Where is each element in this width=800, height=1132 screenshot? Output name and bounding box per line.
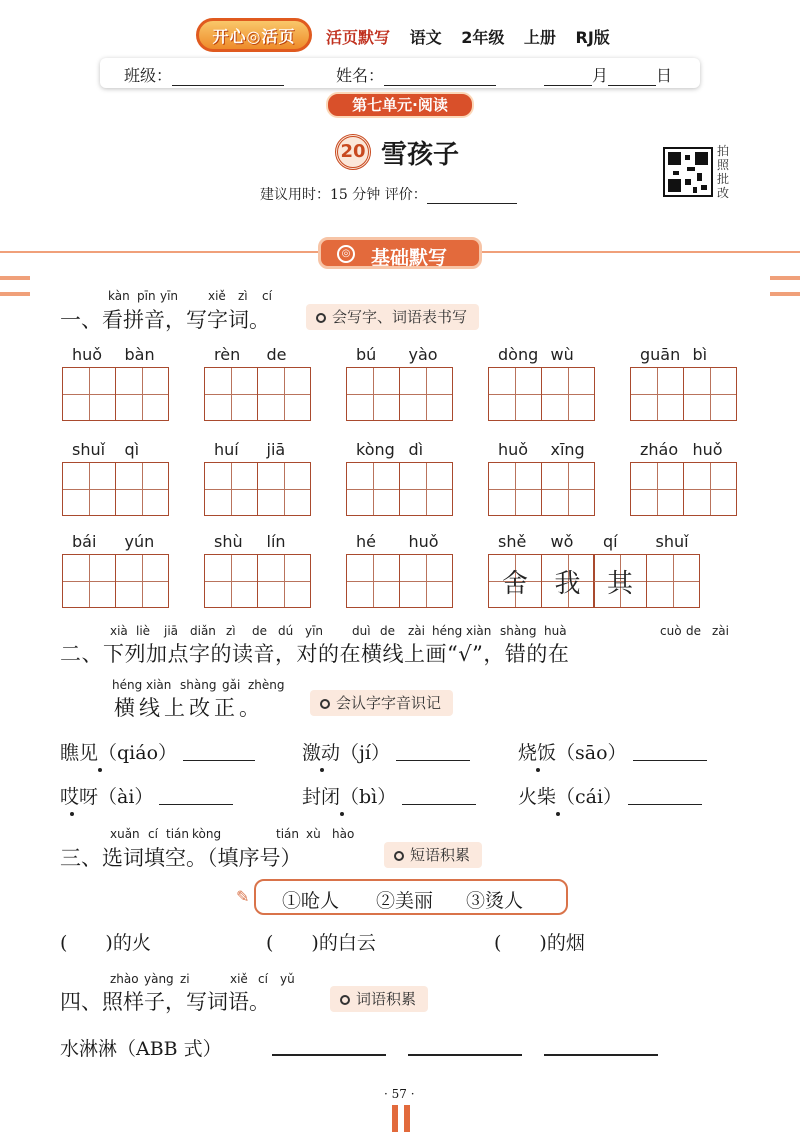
brand-logo (196, 18, 312, 52)
section-banner-label: 基础默写 (371, 247, 448, 269)
class-field[interactable] (124, 63, 284, 86)
answer-blank[interactable] (628, 785, 702, 805)
grid-pinyin: yún (124, 532, 155, 551)
left-edge-mark (0, 276, 30, 280)
writing-cell[interactable] (62, 554, 116, 608)
pinyin-syllable: héng (432, 624, 463, 638)
emphasis-dot (70, 812, 74, 816)
grid-pinyin: qì (124, 440, 140, 459)
q2-item-5[interactable] (302, 782, 476, 809)
pinyin-syllable: de (380, 624, 395, 638)
emphasis-dot (536, 768, 540, 772)
q2-heading-line-1: 二、下列加点字的读音，对的在横线上画“√”，错的在 (60, 642, 570, 666)
grid-pinyin: lín (266, 532, 286, 551)
subject: 语文 (409, 28, 442, 47)
writing-cell[interactable] (115, 462, 169, 516)
series-name: 活页默写 (326, 28, 391, 47)
q4-answer-blank-3[interactable] (544, 1054, 658, 1056)
page-number: · 57 · (384, 1087, 415, 1101)
grid-pinyin: wǒ (550, 532, 574, 551)
q1-pinyin-4: xiě (208, 289, 226, 303)
q1-pinyin-2: pīn (137, 289, 156, 303)
answer-blank[interactable] (159, 785, 233, 805)
grid-pinyin: dì (408, 440, 424, 459)
q2-item-text: 封闭（bì） (302, 786, 397, 808)
pinyin-syllable: liè (136, 624, 151, 638)
cell-character: 舍 (501, 569, 528, 599)
pinyin-syllable: cuò (660, 624, 682, 638)
q1-pinyin-3: yīn (160, 289, 179, 303)
pinyin-syllable: kòng (192, 827, 222, 841)
grid-pinyin: huǒ (498, 440, 529, 459)
q2-item-text: 瞧见（qiáo） (60, 742, 178, 764)
grid-pinyin: guān (640, 345, 681, 364)
grid-pinyin: wù (550, 345, 574, 364)
q2-skill-tag (310, 690, 453, 716)
writing-cell[interactable] (399, 462, 453, 516)
lesson-title: 雪孩子 (381, 140, 460, 170)
pinyin-syllable: zhèng (248, 678, 285, 692)
pinyin-syllable: yǔ (280, 972, 295, 986)
emphasis-dot (340, 812, 344, 816)
tianzige-group-6 (62, 462, 169, 516)
grid-pinyin: hé (356, 532, 376, 551)
q4-skill-tag-text: 词语积累 (356, 990, 417, 1008)
grid-pinyin: de (266, 345, 287, 364)
target-icon (340, 995, 350, 1005)
writing-cell[interactable] (346, 367, 400, 421)
name-label: 姓名： (336, 66, 385, 85)
pinyin-syllable: zì (226, 624, 236, 638)
writing-cell[interactable] (257, 367, 311, 421)
grade: 2年级 (461, 28, 505, 47)
q2-item-2[interactable] (302, 738, 470, 765)
pinyin-syllable: shàng (180, 678, 217, 692)
class-blank[interactable] (172, 68, 284, 86)
class-label: 班级： (124, 66, 173, 85)
q4-heading: 四、照样子，写词语。 (60, 990, 270, 1014)
grid-pinyin: yào (408, 345, 438, 364)
writing-cell[interactable] (399, 367, 453, 421)
pinyin-syllable: de (252, 624, 267, 638)
q2-skill-tag-text: 会认字字音识记 (336, 694, 442, 712)
right-edge-mark (770, 276, 800, 280)
q4-answer-blank-1[interactable] (272, 1054, 386, 1056)
pinyin-syllable: xuǎn (110, 827, 140, 841)
q2-item-1[interactable] (60, 738, 255, 765)
pinyin-syllable: xiàn (146, 678, 172, 692)
q2-item-3[interactable] (518, 738, 707, 765)
q3-heading: 三、选词填空。（填序号） (60, 846, 302, 870)
pinyin-syllable: dú (278, 624, 294, 638)
pinyin-syllable: yàng (144, 972, 174, 986)
tianzige-group-5 (630, 367, 737, 421)
q4-answer-blank-2[interactable] (408, 1054, 522, 1056)
pinyin-syllable: jiā (164, 624, 179, 638)
writing-cell[interactable] (630, 367, 684, 421)
q3-skill-tag-text: 短语积累 (410, 846, 471, 864)
q2-item-text: 烧饭（sāo） (518, 742, 627, 764)
emphasis-dot (98, 768, 102, 772)
grid-pinyin: shuǐ (655, 532, 689, 551)
writing-cell[interactable] (593, 554, 647, 608)
option-1: ①呛人 (282, 890, 340, 912)
q4-skill-tag (330, 986, 428, 1012)
option-3: ③烫人 (466, 890, 524, 912)
q1-pinyin-5: zì (238, 289, 248, 303)
writing-cell[interactable] (115, 554, 169, 608)
emphasis-dot (556, 812, 560, 816)
q3-blank-1[interactable]: ( )的火 (60, 932, 151, 954)
q1-heading: 一、看拼音，写字词。 (60, 308, 270, 332)
ear-icon: ◎ (337, 245, 355, 263)
answer-blank[interactable] (183, 741, 255, 761)
q1-skill-tag-text: 会写字、词语表书写 (332, 308, 468, 326)
cell-character: 我 (554, 569, 581, 599)
pinyin-syllable: de (686, 624, 701, 638)
pinyin-syllable: zài (408, 624, 425, 638)
writing-cell[interactable] (115, 367, 169, 421)
pinyin-syllable: xiě (230, 972, 248, 986)
time-text: 建议用时：15 分钟 评价： (260, 187, 427, 203)
student-info-bar (100, 58, 700, 88)
month-label: 月 (592, 66, 609, 85)
grid-pinyin: kòng (356, 440, 395, 459)
date-field[interactable] (544, 63, 672, 86)
q2-item-text: 火柴（cái） (518, 786, 623, 808)
grid-pinyin: bú (356, 345, 377, 364)
name-field[interactable] (336, 63, 496, 86)
pinyin-syllable: zi (180, 972, 190, 986)
grid-pinyin: huǒ (692, 440, 723, 459)
writing-cell[interactable] (646, 554, 700, 608)
writing-cell[interactable] (541, 367, 595, 421)
q3-blank-2[interactable]: ( )的白云 (266, 932, 376, 954)
writing-cell[interactable] (346, 462, 400, 516)
writing-cell[interactable] (257, 462, 311, 516)
pinyin-syllable: cí (258, 972, 268, 986)
tianzige-group-4 (488, 367, 595, 421)
pinyin-syllable: hào (332, 827, 355, 841)
tianzige-group-8 (346, 462, 453, 516)
q2-item-text: 激动（jí） (302, 742, 390, 764)
writing-cell[interactable] (62, 367, 116, 421)
grid-pinyin: dòng (498, 345, 539, 364)
q4-example: 水淋淋（ABB 式） (60, 1038, 222, 1060)
pinyin-syllable: gǎi (222, 678, 241, 692)
binding-mark (404, 1105, 410, 1132)
grid-pinyin: rèn (214, 345, 241, 364)
option-2: ②美丽 (376, 890, 434, 912)
writing-cell[interactable] (683, 367, 737, 421)
pinyin-syllable: yīn (305, 624, 324, 638)
suggested-time (260, 184, 517, 204)
writing-cell[interactable] (204, 367, 258, 421)
tianzige-group-10 (630, 462, 737, 516)
section-banner (318, 237, 482, 269)
grid-pinyin: huǒ (408, 532, 439, 551)
snail-icon: ✎ (236, 887, 250, 906)
day-label: 日 (656, 66, 673, 85)
target-icon (320, 699, 330, 709)
pinyin-syllable: shàng (500, 624, 537, 638)
pinyin-syllable: zhào (110, 972, 139, 986)
q2-item-4[interactable] (60, 782, 233, 809)
qr-code-icon[interactable] (663, 147, 713, 197)
header-bar (196, 18, 636, 54)
q1-pinyin-1: kàn (108, 289, 130, 303)
writing-cell[interactable] (62, 462, 116, 516)
pinyin-syllable: huà (544, 624, 567, 638)
answer-blank[interactable] (633, 741, 707, 761)
q2-item-text: 哎呀（ài） (60, 786, 154, 808)
lesson-number-badge: 20 (335, 134, 371, 170)
brand-logo-text: 开心◎活页 (212, 27, 296, 46)
left-edge-mark (0, 292, 30, 296)
pinyin-syllable: tián (276, 827, 299, 841)
name-blank[interactable] (384, 68, 496, 86)
q2-item-6[interactable] (518, 782, 702, 809)
day-blank[interactable] (608, 68, 656, 86)
q2-heading-line-2: 横线上改正。 (114, 696, 264, 720)
tianzige-group-1 (62, 367, 169, 421)
emphasis-dot (320, 768, 324, 772)
target-icon (394, 851, 404, 861)
q1-skill-tag (306, 304, 479, 330)
writing-cell[interactable] (204, 554, 258, 608)
q3-skill-tag (384, 842, 482, 868)
pinyin-syllable: diǎn (190, 624, 216, 638)
target-icon (316, 313, 326, 323)
grid-pinyin: bì (692, 345, 708, 364)
grid-pinyin: shuǐ (72, 440, 106, 459)
grid-pinyin: bái (72, 532, 97, 551)
pinyin-syllable: xù (306, 827, 321, 841)
writing-cell[interactable] (204, 462, 258, 516)
pinyin-syllable: xiàn (466, 624, 492, 638)
binding-mark (392, 1105, 398, 1132)
grid-pinyin: huǒ (72, 345, 103, 364)
tianzige-group-11 (62, 554, 169, 608)
grid-pinyin: bàn (124, 345, 155, 364)
pinyin-syllable: tián (166, 827, 189, 841)
grid-pinyin: shě (498, 532, 527, 551)
answer-blank[interactable] (402, 785, 476, 805)
grid-pinyin: qí (603, 532, 618, 551)
writing-cell[interactable] (683, 462, 737, 516)
evaluation-blank[interactable] (427, 188, 517, 204)
answer-blank[interactable] (396, 741, 470, 761)
photo-grading-label: 拍照批改 (717, 144, 730, 200)
tianzige-group-3 (346, 367, 453, 421)
q3-options-box (254, 879, 568, 915)
book-title (326, 25, 624, 48)
cell-character: 其 (606, 569, 633, 599)
grid-pinyin: xīng (550, 440, 585, 459)
writing-cell[interactable] (630, 462, 684, 516)
tianzige-group-12 (204, 554, 311, 608)
grid-pinyin: zháo (640, 440, 679, 459)
right-edge-mark (770, 292, 800, 296)
tianzige-group-2 (204, 367, 311, 421)
month-blank[interactable] (544, 68, 592, 86)
volume: 上册 (523, 28, 556, 47)
pinyin-syllable: cí (148, 827, 158, 841)
grid-pinyin: shù (214, 532, 243, 551)
pinyin-syllable: duì (352, 624, 371, 638)
unit-tab: 第七单元·阅读 (326, 92, 474, 118)
grid-pinyin: huí (214, 440, 239, 459)
pinyin-syllable: xià (110, 624, 128, 638)
grid-pinyin: jiā (266, 440, 286, 459)
writing-cell[interactable] (488, 367, 542, 421)
tianzige-group-7 (204, 462, 311, 516)
pinyin-syllable: héng (112, 678, 143, 692)
edition: RJ版 (575, 28, 610, 47)
pinyin-syllable: zài (712, 624, 729, 638)
q1-pinyin-6: cí (262, 289, 272, 303)
q3-blank-3[interactable]: ( )的烟 (494, 932, 585, 954)
